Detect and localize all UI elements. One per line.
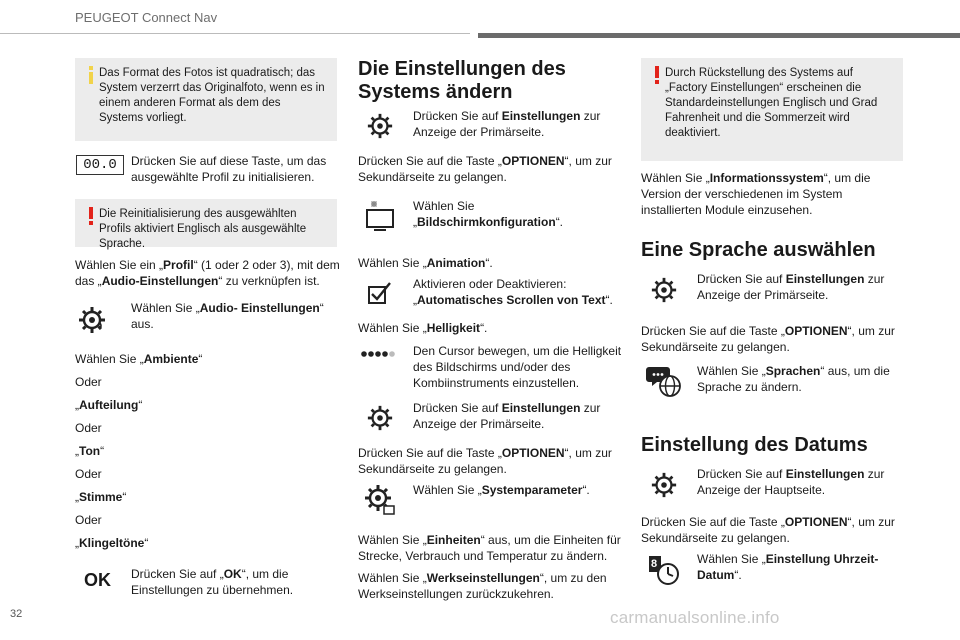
oder-4: Oder: [75, 513, 102, 527]
settings-gear-icon: [366, 404, 394, 432]
screen-config-icon: [364, 199, 396, 233]
step-factory-settings: Wählen Sie „Werkseinstellungen“, um zu den Werkseinstellungen zurückzukehren.: [358, 571, 607, 601]
lang-step-options: Drücken Sie auf die Taste „OPTIONEN“, um zur Sekundärseite zu gelangen.: [641, 324, 895, 354]
klingeltoene-line: „Klingeltöne“: [75, 536, 149, 550]
step-animation: Wählen Sie „Animation“.: [358, 256, 493, 270]
system-parameters-icon: [364, 484, 396, 516]
ok-text: Drücken Sie auf „OK“, um die Einstellungen zu übernehmen.: [131, 567, 294, 597]
step-auto-scroll: Aktivieren oder Deaktivieren: „Automatisches Scrollen von Text“.: [413, 277, 613, 307]
warning-note-reinit: [75, 199, 337, 250]
step-information-system: Wählen Sie „Informationssystem“, um die Version der verschiedenen im System installierten Module einzusehen.: [641, 171, 871, 217]
step-units: Wählen Sie „Einheiten“ aus, um die Einheiten für Strecke, Verbrauch und Temperatur zu ändern.: [358, 533, 621, 563]
manual-header-title: PEUGEOT Connect Nav: [75, 10, 218, 25]
brightness-slider-icon: [360, 348, 400, 360]
lang-step-languages: Wählen Sie „Sprachen“ aus, um die Sprache zu ändern.: [697, 364, 890, 394]
date-step-time-date: Wählen Sie „Einstellung Uhrzeit-Datum“.: [697, 552, 879, 582]
aufteilung-line: „Aufteilung“: [75, 398, 143, 412]
warning-note-text: Die Reinitialisierung des ausgewählten Profils aktiviert Englisch als ausgewählte Sprache.: [99, 208, 307, 250]
info-note-photo-format: [75, 58, 337, 141]
settings-gear-icon: [650, 276, 678, 304]
oder-2: Oder: [75, 421, 102, 435]
calendar-day-number: 8: [651, 558, 658, 570]
settings-gear-icon: [366, 112, 394, 140]
header-bar: [478, 33, 960, 38]
heading-select-language: Eine Sprache auswählen: [641, 239, 876, 261]
oder-3: Oder: [75, 467, 102, 481]
step-settings-primary-2: Drücken Sie auf Einstellungen zur Anzeige der Primärseite.: [413, 401, 601, 431]
warning-icon: [85, 207, 97, 225]
date-step-options: Drücken Sie auf die Taste „OPTIONEN“, um zur Sekundärseite zu gelangen.: [641, 515, 895, 545]
step-brightness: Wählen Sie „Helligkeit“.: [358, 321, 488, 335]
info-icon: [85, 66, 97, 84]
heading-system-settings: Die Einstellungen des Systems ändern: [358, 58, 566, 103]
step-system-parameters: Wählen Sie „Systemparameter“.: [413, 483, 590, 497]
reset-profile-key: 00.0: [76, 155, 124, 175]
step-screen-config: Wählen Sie „Bildschirmkonfiguration“.: [413, 199, 564, 229]
ton-line: „Ton“: [75, 444, 105, 458]
oder-1: Oder: [75, 375, 102, 389]
info-note-text: Das Format des Fotos ist quadratisch; das System verzerrt das Originalfoto, wenn es in einem anderen Format als dem des Systems vorliegt.: [99, 67, 325, 124]
step-options-secondary: Drücken Sie auf die Taste „OPTIONEN“, um zur Sekundärseite zu gelangen.: [358, 154, 612, 184]
languages-speech-icon: [646, 364, 682, 398]
calendar-clock-icon: [646, 553, 680, 587]
step-settings-primary: Drücken Sie auf Einstellungen zur Anzeige der Primärseite.: [413, 109, 601, 139]
step-options-secondary-2: Drücken Sie auf die Taste „OPTIONEN“, um zur Sekundärseite zu gelangen.: [358, 446, 612, 476]
page-number: 32: [10, 608, 23, 620]
warning-note-text: Durch Rückstellung des Systems auf „Factory Einstellungen“ erscheinen die Standardeinstellungen Englisch und Grad Fahrenheit und die Sommerzeit wird deaktiviert.: [665, 67, 878, 139]
header-rule: [0, 33, 470, 34]
date-step-settings: Drücken Sie auf Einstellungen zur Anzeige der Hauptseite.: [697, 467, 885, 497]
lang-step-settings: Drücken Sie auf Einstellungen zur Anzeige der Primärseite.: [697, 272, 885, 302]
warning-note-factory-reset: [641, 58, 903, 161]
checkbox-icon: [367, 281, 393, 305]
select-profile-text: Wählen Sie ein „Profil“ (1 oder 2 oder 3), mit dem das „Audio-Einstellungen“ zu verknüpfen ist.: [75, 258, 340, 288]
audio-settings-icon: [77, 305, 107, 335]
step-cursor-brightness: Den Cursor bewegen, um die Helligkeit des Bildschirms und/oder des Kombiinstruments einzustellen.: [413, 344, 622, 390]
heading-set-date: Einstellung des Datums: [641, 434, 868, 456]
reset-profile-text: Drücken Sie auf diese Taste, um das ausgewählte Profil zu initialisieren.: [131, 154, 327, 184]
settings-gear-icon: [650, 471, 678, 499]
watermark: carmanualsonline.info: [610, 608, 780, 627]
warning-icon: [651, 66, 663, 84]
stimme-line: „Stimme“: [75, 490, 127, 504]
ambiente-line: Wählen Sie „Ambiente“: [75, 352, 203, 366]
audio-settings-text: Wählen Sie „Audio- Einstellungen“ aus.: [131, 301, 324, 331]
ok-key: OK: [84, 570, 111, 590]
